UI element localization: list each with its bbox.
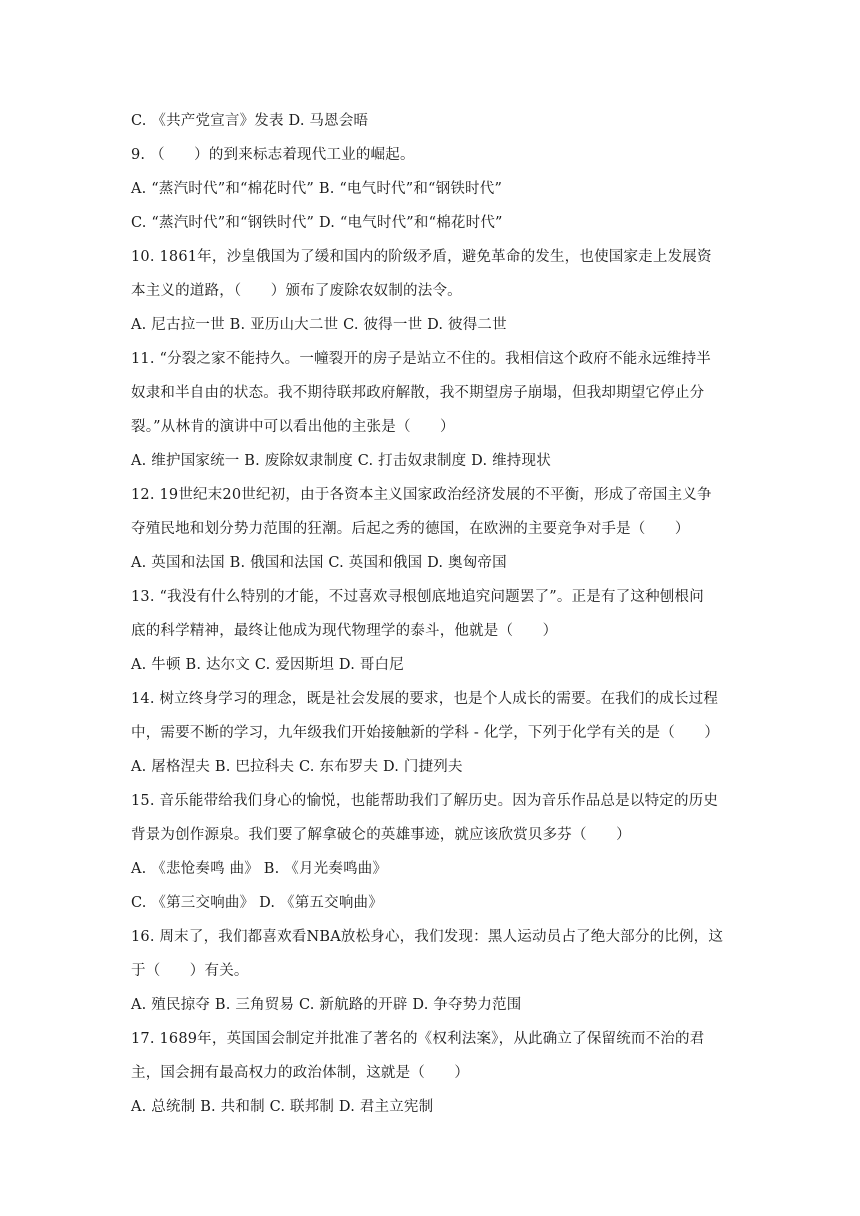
- option-line: A. 殖民掠夺 B. 三角贸易 C. 新航路的开辟 D. 争夺势力范围: [131, 997, 522, 1013]
- question-text: 本主义的道路，（ ）颁布了废除农奴制的法令。: [131, 283, 462, 299]
- option-line: A. 牛顿 B. 达尔文 C. 爱因斯坦 D. 哥白尼: [131, 657, 404, 673]
- question-12: 12. 19世纪末20世纪初，由于各资本主义国家政治经济发展的不平衡，形成了帝国主义争: [131, 487, 712, 503]
- option-line: C. “蒸汽时代”和“钢铁时代” D. “电气时代”和“棉花时代”: [131, 215, 503, 231]
- question-11: 11. “分裂之家不能持久。一幢裂开的房子是站立不住的。我相信这个政府不能永远维持半: [131, 351, 711, 367]
- question-text: 底的科学精神，最终让他成为现代物理学的泰斗，他就是（ ）: [131, 623, 558, 639]
- option-line: A. “蒸汽时代”和“棉花时代” B. “电气时代”和“钢铁时代”: [131, 181, 503, 197]
- question-17: 17. 1689年，英国国会制定并批准了著名的《权利法案》，从此确立了保留统而不治的君: [131, 1031, 705, 1047]
- option-line: A. 总统制 B. 共和制 C. 联邦制 D. 君主立宪制: [131, 1099, 434, 1115]
- question-text: 于（ ）有关。: [131, 963, 249, 979]
- question-16: 16. 周末了，我们都喜欢看NBA放松身心，我们发现：黑人运动员占了绝大部分的比例，这: [131, 929, 724, 945]
- question-10: 10. 1861年，沙皇俄国为了缓和国内的阶级矛盾，避免革命的发生，也使国家走上发展资: [131, 249, 712, 265]
- option-line: A. 尼古拉一世 B. 亚历山大二世 C. 彼得一世 D. 彼得二世: [131, 317, 507, 333]
- question-13: 13. “我没有什么特别的才能，不过喜欢寻根刨底地追究问题罢了”。正是有了这种刨根问: [131, 589, 704, 605]
- question-text: 中，需要不断的学习，九年级我们开始接触新的学科 - 化学，下列于化学有关的是（ ）: [131, 725, 720, 741]
- option-line: A. 维护国家统一 B. 废除奴隶制度 C. 打击奴隶制度 D. 维持现状: [131, 453, 551, 469]
- option-line: A. 屠格涅夫 B. 巴拉科夫 C. 东布罗夫 D. 门捷列夫: [131, 759, 463, 775]
- question-text: 主，国会拥有最高权力的政治体制，这就是（ ）: [131, 1065, 470, 1081]
- question-9: 9. （ ）的到来标志着现代工业的崛起。: [131, 147, 415, 163]
- option-line: A. 英国和法国 B. 俄国和法国 C. 英国和俄国 D. 奥匈帝国: [131, 555, 507, 571]
- question-text: 背景为创作源泉。我们要了解拿破仑的英雄事迹，就应该欣赏贝多芬（ ）: [131, 827, 631, 843]
- question-14: 14. 树立终身学习的理念，既是社会发展的要求，也是个人成长的需要。在我们的成长过程: [131, 691, 719, 707]
- question-text: 奴隶和半自由的状态。我不期待联邦政府解散，我不期望房子崩塌，但我却期望它停止分: [131, 385, 705, 401]
- question-text: 夺殖民地和划分势力范围的狂潮。后起之秀的德国，在欧洲的主要竞争对手是（ ）: [131, 521, 690, 537]
- question-text: 裂。”从林肯的演讲中可以看出他的主张是（ ）: [131, 419, 455, 435]
- option-line: C. 《共产党宣言》发表 D. 马恩会晤: [131, 113, 369, 129]
- question-15: 15. 音乐能带给我们身心的愉悦，也能帮助我们了解历史。因为音乐作品总是以特定的历史: [131, 793, 719, 809]
- option-line: C. 《第三交响曲》 D. 《第五交响曲》: [131, 895, 383, 911]
- option-line: A. 《悲怆奏鸣 曲》 B. 《月光奏鸣曲》: [131, 861, 388, 877]
